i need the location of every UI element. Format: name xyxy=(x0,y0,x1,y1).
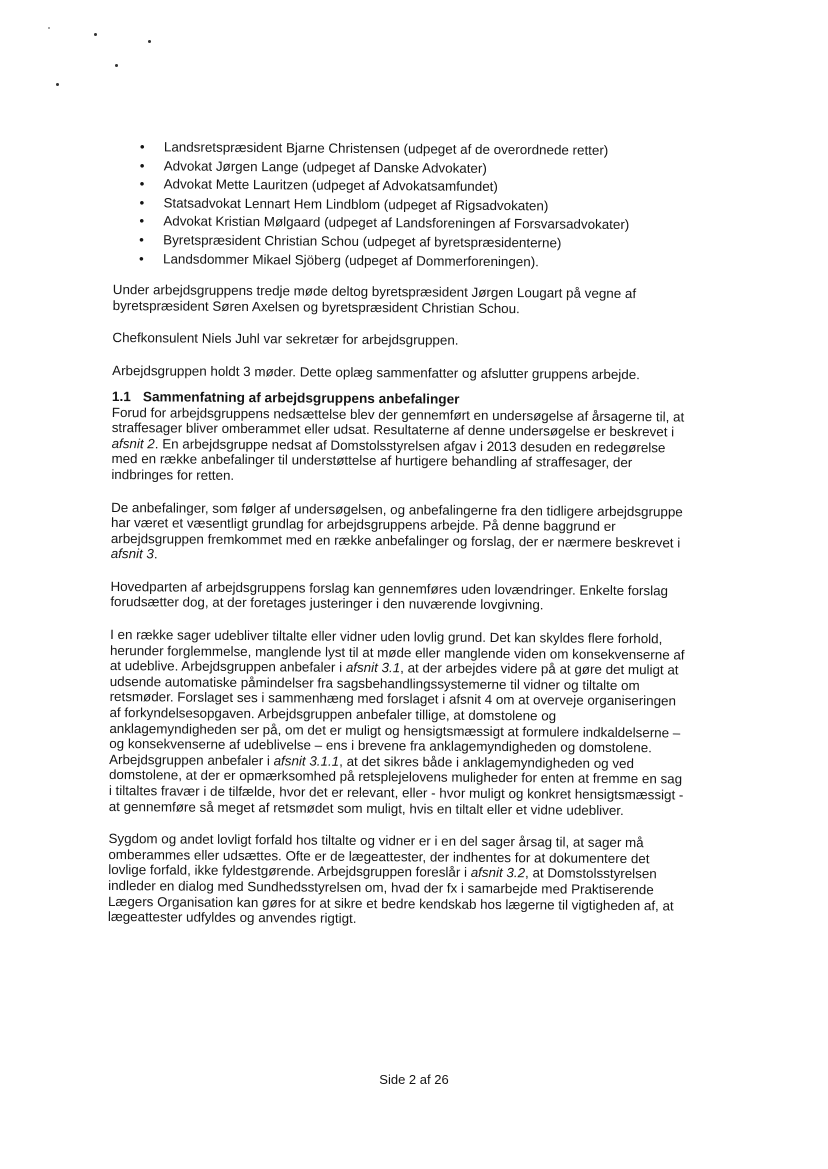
paragraph-background xyxy=(111,405,687,487)
section-reference: afsnit 3 xyxy=(110,546,154,562)
text-run: I en række sager udebliver tiltalte eller vidner uden lovlig grund. Det kan skyldes flere forhold, herunder forglemmelse, manglende lyst til at møde eller manglende viden om konsekvenserne af at udeblive. Arbejdsgruppen anbefaler i xyxy=(109,627,685,676)
section-reference: afsnit 2 xyxy=(111,435,155,452)
text-run: . xyxy=(153,546,158,562)
section-reference: afsnit 3.2 xyxy=(470,865,526,881)
paragraph-illness xyxy=(108,831,684,929)
member-text: Statsadvokat Lennart Hem Lindblom (udpeget af Rigsadvokaten) xyxy=(163,195,549,214)
page-number-footer: Side 2 af 26 xyxy=(379,1072,449,1087)
bullet-icon: • xyxy=(138,250,144,266)
paragraph-third-meeting: Under arbejdsgruppens tredje møde deltog byretspræsident Jørgen Lougart på vegne af byretspræsident Søren Axelsen og byretspræsident Christian Schou. xyxy=(112,282,637,316)
paragraph-secretary: Chefkonsulent Niels Juhl var sekretær for arbejdsgruppen. xyxy=(112,330,459,349)
section-title: Sammenfatning af arbejdsgruppens anbefalinger xyxy=(142,388,460,407)
bullet-icon: • xyxy=(139,213,145,229)
list-item xyxy=(139,250,688,273)
bullet-icon: • xyxy=(139,157,145,173)
text-run: . En arbejdsgruppe nedsat af Domstolsstyrelsen afgav i 2013 desuden en redegørelse med en række anbefalinger til understøttelse af hurtigere behandling af straffesager, der indbringes for retten. xyxy=(111,436,666,483)
bullet-icon: • xyxy=(139,232,144,248)
text-run: , at det sikres både i anklagemyndigheden og ved domstolene, at der er opmærksomhed på retsplejelovens muligheder for enten at fremme en sag i tiltaltes fravær i de tilfælde, hvor det er relevant, eller - hvor muligt og konkret hensigtsmæssigt - at gennemføre så meget af retsmødet som muligt, hvis en tiltalt eller et vidne udebliver. xyxy=(108,753,684,818)
text-run: , at Domstolsstyrelsen indleder en dialog med Sundhedsstyrelsen om, hvad der fx i samarbejde med Praktiserende Lægers Organisation kan gøres for at sikre et bedre kendskab hos lægerne til vigtigheden af, at lægeattester udfyldes og anvendes rigtigt. xyxy=(107,865,674,927)
member-text: Advokat Mette Lauritzen (udpeget af Advokatsamfundet) xyxy=(163,176,498,195)
bullet-icon: • xyxy=(139,139,145,155)
section-number: 1.1 xyxy=(111,388,131,404)
text-run: Sygdom og andet lovligt forfald hos tiltalte og vidner er i en del sager årsag til, at sager må omberammes eller udsættes. Ofte er de lægeattester, der indhentes for at dokumentere det lovlige forfald, ikke fyldestgørende. Arbejdsgruppen foreslår i xyxy=(108,831,650,881)
paragraph-absence xyxy=(109,627,685,819)
member-text: Advokat Kristian Mølgaard (udpeget af Landsforeningen af Forsvarsadvokater) xyxy=(163,213,630,233)
member-list xyxy=(139,138,689,272)
page-content xyxy=(108,138,689,946)
paragraph-legislation: Hovedparten af arbejdsgruppens forslag kan gennemføres uden lovændringer. Enkelte forslag forudsætter dog, at der foretages justeringer i den nuværende lovgivning. xyxy=(110,578,669,613)
paragraph-basis xyxy=(111,499,686,566)
member-text: Landsretspræsident Bjarne Christensen (udpeget af de overordnede retter) xyxy=(163,139,609,158)
member-text: Advokat Jørgen Lange (udpeget af Danske Advokater) xyxy=(163,157,487,176)
bullet-icon: • xyxy=(139,176,145,192)
text-run: , at der arbejdes videre på at gøre det muligt at udsende automatiske påmindelser fra sagsbehandlingssystemerne til vidner og tiltalte om retsmøder. Forslaget ses i sammenhæng med forslaget i afsnit 4 om at overveje organiseringen af forkyndelsesopgaven. Arbejdsgruppen anbefaler tillige, at domstolene og anklagemyndigheden ser på, om det er muligt og hensigtsmæssigt at formulere indkaldelserne – og konsekvenserne af udeblivelse – ens i brevene fra anklagemyndigheden og domstolene. Arbejdsgruppen anbefaler i xyxy=(109,660,681,769)
bullet-icon: • xyxy=(139,194,145,211)
section-reference: afsnit 3.1.1 xyxy=(273,753,340,769)
member-text: Landsdommer Mikael Sjöberg (udpeget af Dommerforeningen). xyxy=(162,250,539,269)
section-reference: afsnit 3.1 xyxy=(345,660,401,676)
member-text: Byretspræsident Christian Schou (udpeget af byretspræsidenterne) xyxy=(163,232,562,251)
paragraph-meetings: Arbejdsgruppen holdt 3 møder. Dette oplæg sammenfatter og afslutter gruppens arbejde. xyxy=(112,362,640,383)
text-run: De anbefalinger, som følger af undersøgelsen, og anbefalingerne fra den tidligere arbejdsgruppe har været et væsentligt grundlag for arbejdsgruppens arbejde. På denne baggrund er arbejdsgruppen fremkommet med en række anbefalinger og forslag, der er nærmere beskrevet i xyxy=(110,499,683,551)
text-run: Forud for arbejdsgruppens nedsættelse blev der gennemført en undersøgelse af årsagerne til, at straffesager bliver omberammet eller udsat. Resultaterne af denne undersøgelse er beskrevet i xyxy=(111,404,685,440)
